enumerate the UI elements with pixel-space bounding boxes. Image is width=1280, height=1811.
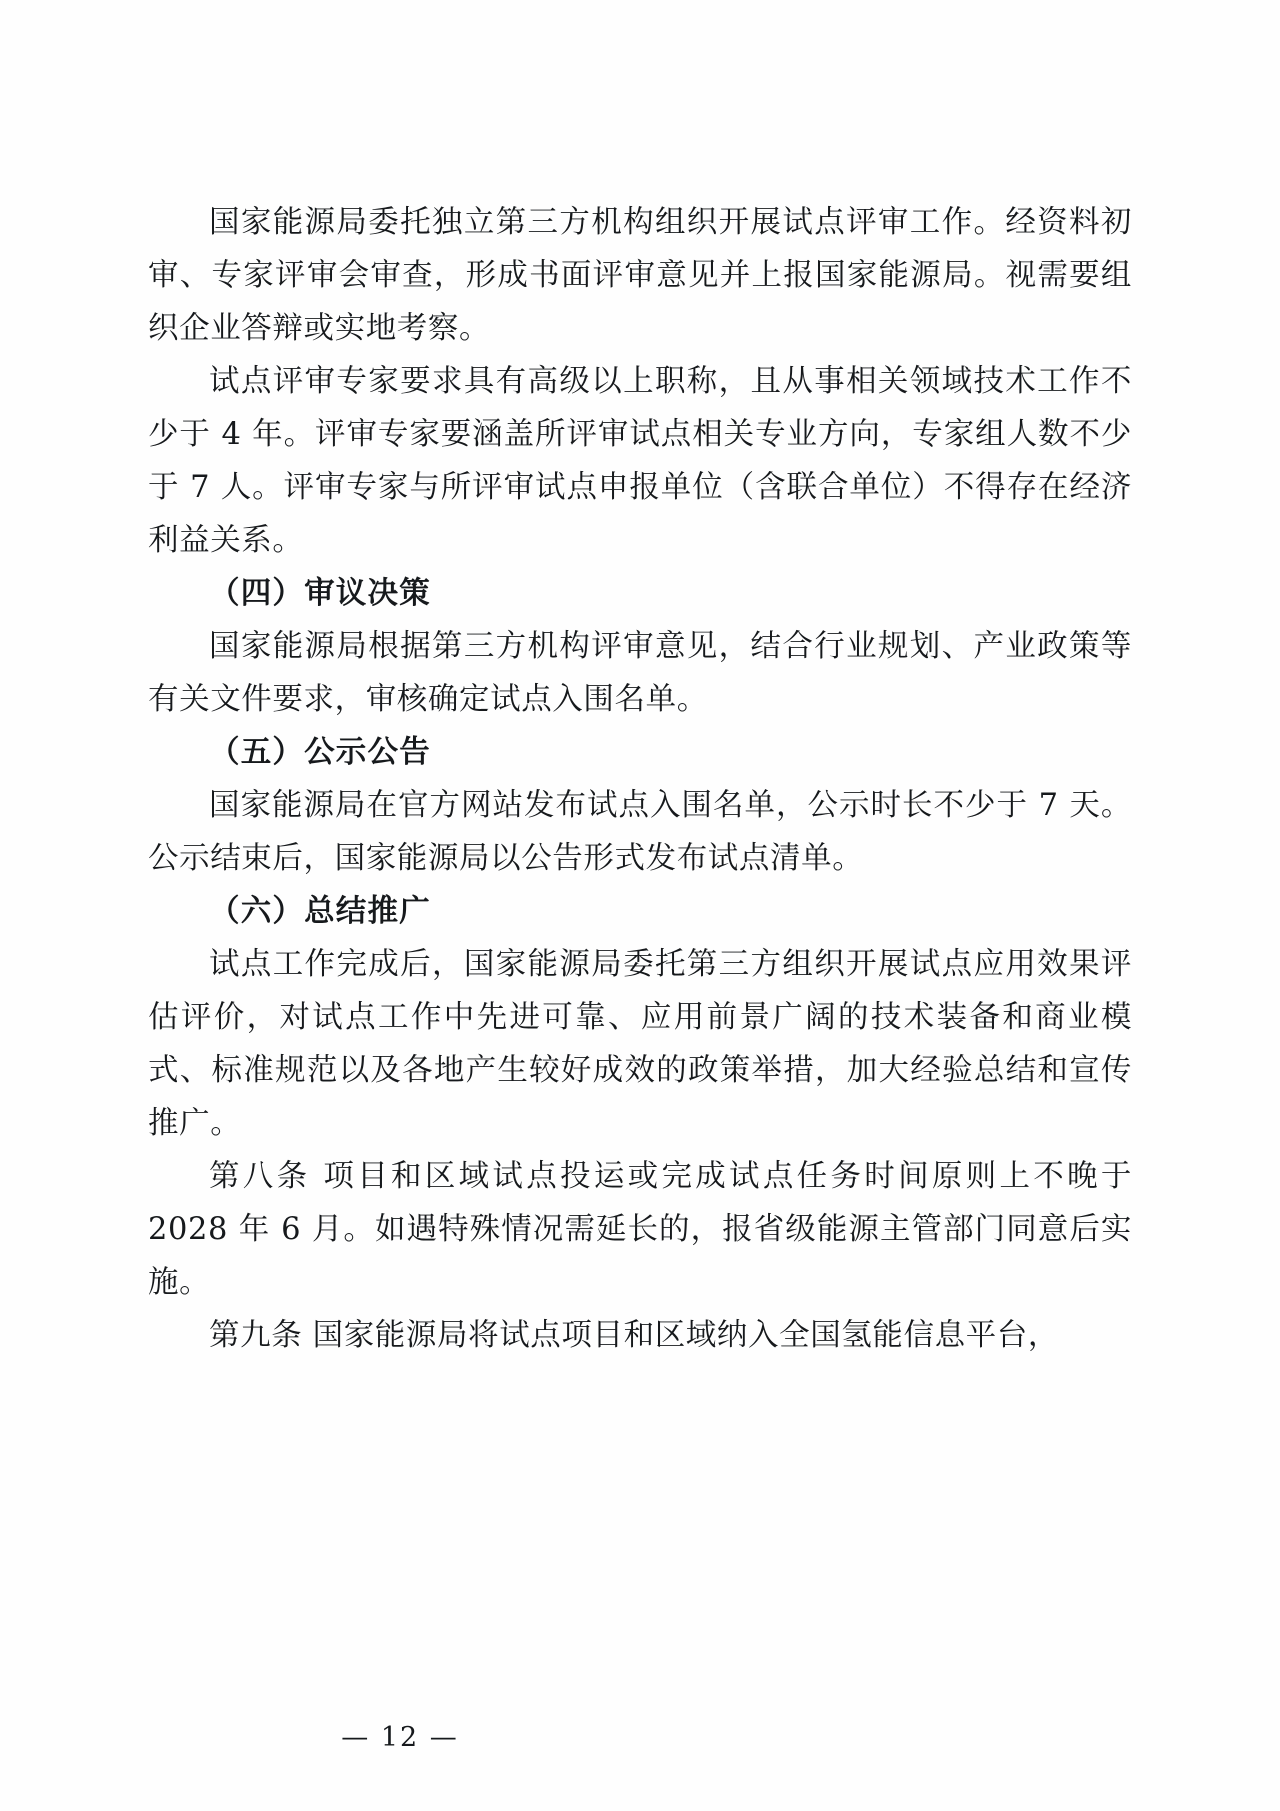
- page-number-label: — 12 —: [341, 1722, 459, 1753]
- document-body: [148, 196, 1132, 1362]
- paragraph: 国家能源局委托独立第三方机构组织开展试点评审工作。经资料初审、专家评审会审查，形成书面评审意见并上报国家能源局。视需要组织企业答辩或实地考察。: [148, 205, 1132, 346]
- section-heading: （五）公示公告: [209, 734, 431, 770]
- paragraph: 第八条 项目和区域试点投运或完成试点任务时间原则上不晚于 2028 年 6 月。如遇特殊情况需延长的，报省级能源主管部门同意后实施。: [148, 1159, 1132, 1300]
- paragraph: 试点评审专家要求具有高级以上职称，且从事相关领域技术工作不少于 4 年。评审专家要涵盖所评审试点相关专业方向，专家组人数不少于 7 人。评审专家与所评审试点申报单位（含联合单位）不得存在经济利益关系。: [148, 364, 1132, 558]
- paragraph: 第九条 国家能源局将试点项目和区域纳入全国氢能信息平台，: [209, 1318, 1059, 1353]
- paragraph: 试点工作完成后，国家能源局委托第三方组织开展试点应用效果评估评价，对试点工作中先进可靠、应用前景广阔的技术装备和商业模式、标准规范以及各地产生较好成效的政策举措，加大经验总结和宣传推广。: [148, 947, 1132, 1141]
- section-heading: （六）总结推广: [209, 893, 431, 929]
- paragraph: 国家能源局根据第三方机构评审意见，结合行业规划、产业政策等有关文件要求，审核确定试点入围名单。: [148, 629, 1132, 717]
- section-heading: （四）审议决策: [209, 575, 431, 611]
- page-number: [0, 1722, 1280, 1753]
- paragraph: 国家能源局在官方网站发布试点入围名单，公示时长不少于 7 天。公示结束后，国家能源局以公告形式发布试点清单。: [148, 788, 1132, 876]
